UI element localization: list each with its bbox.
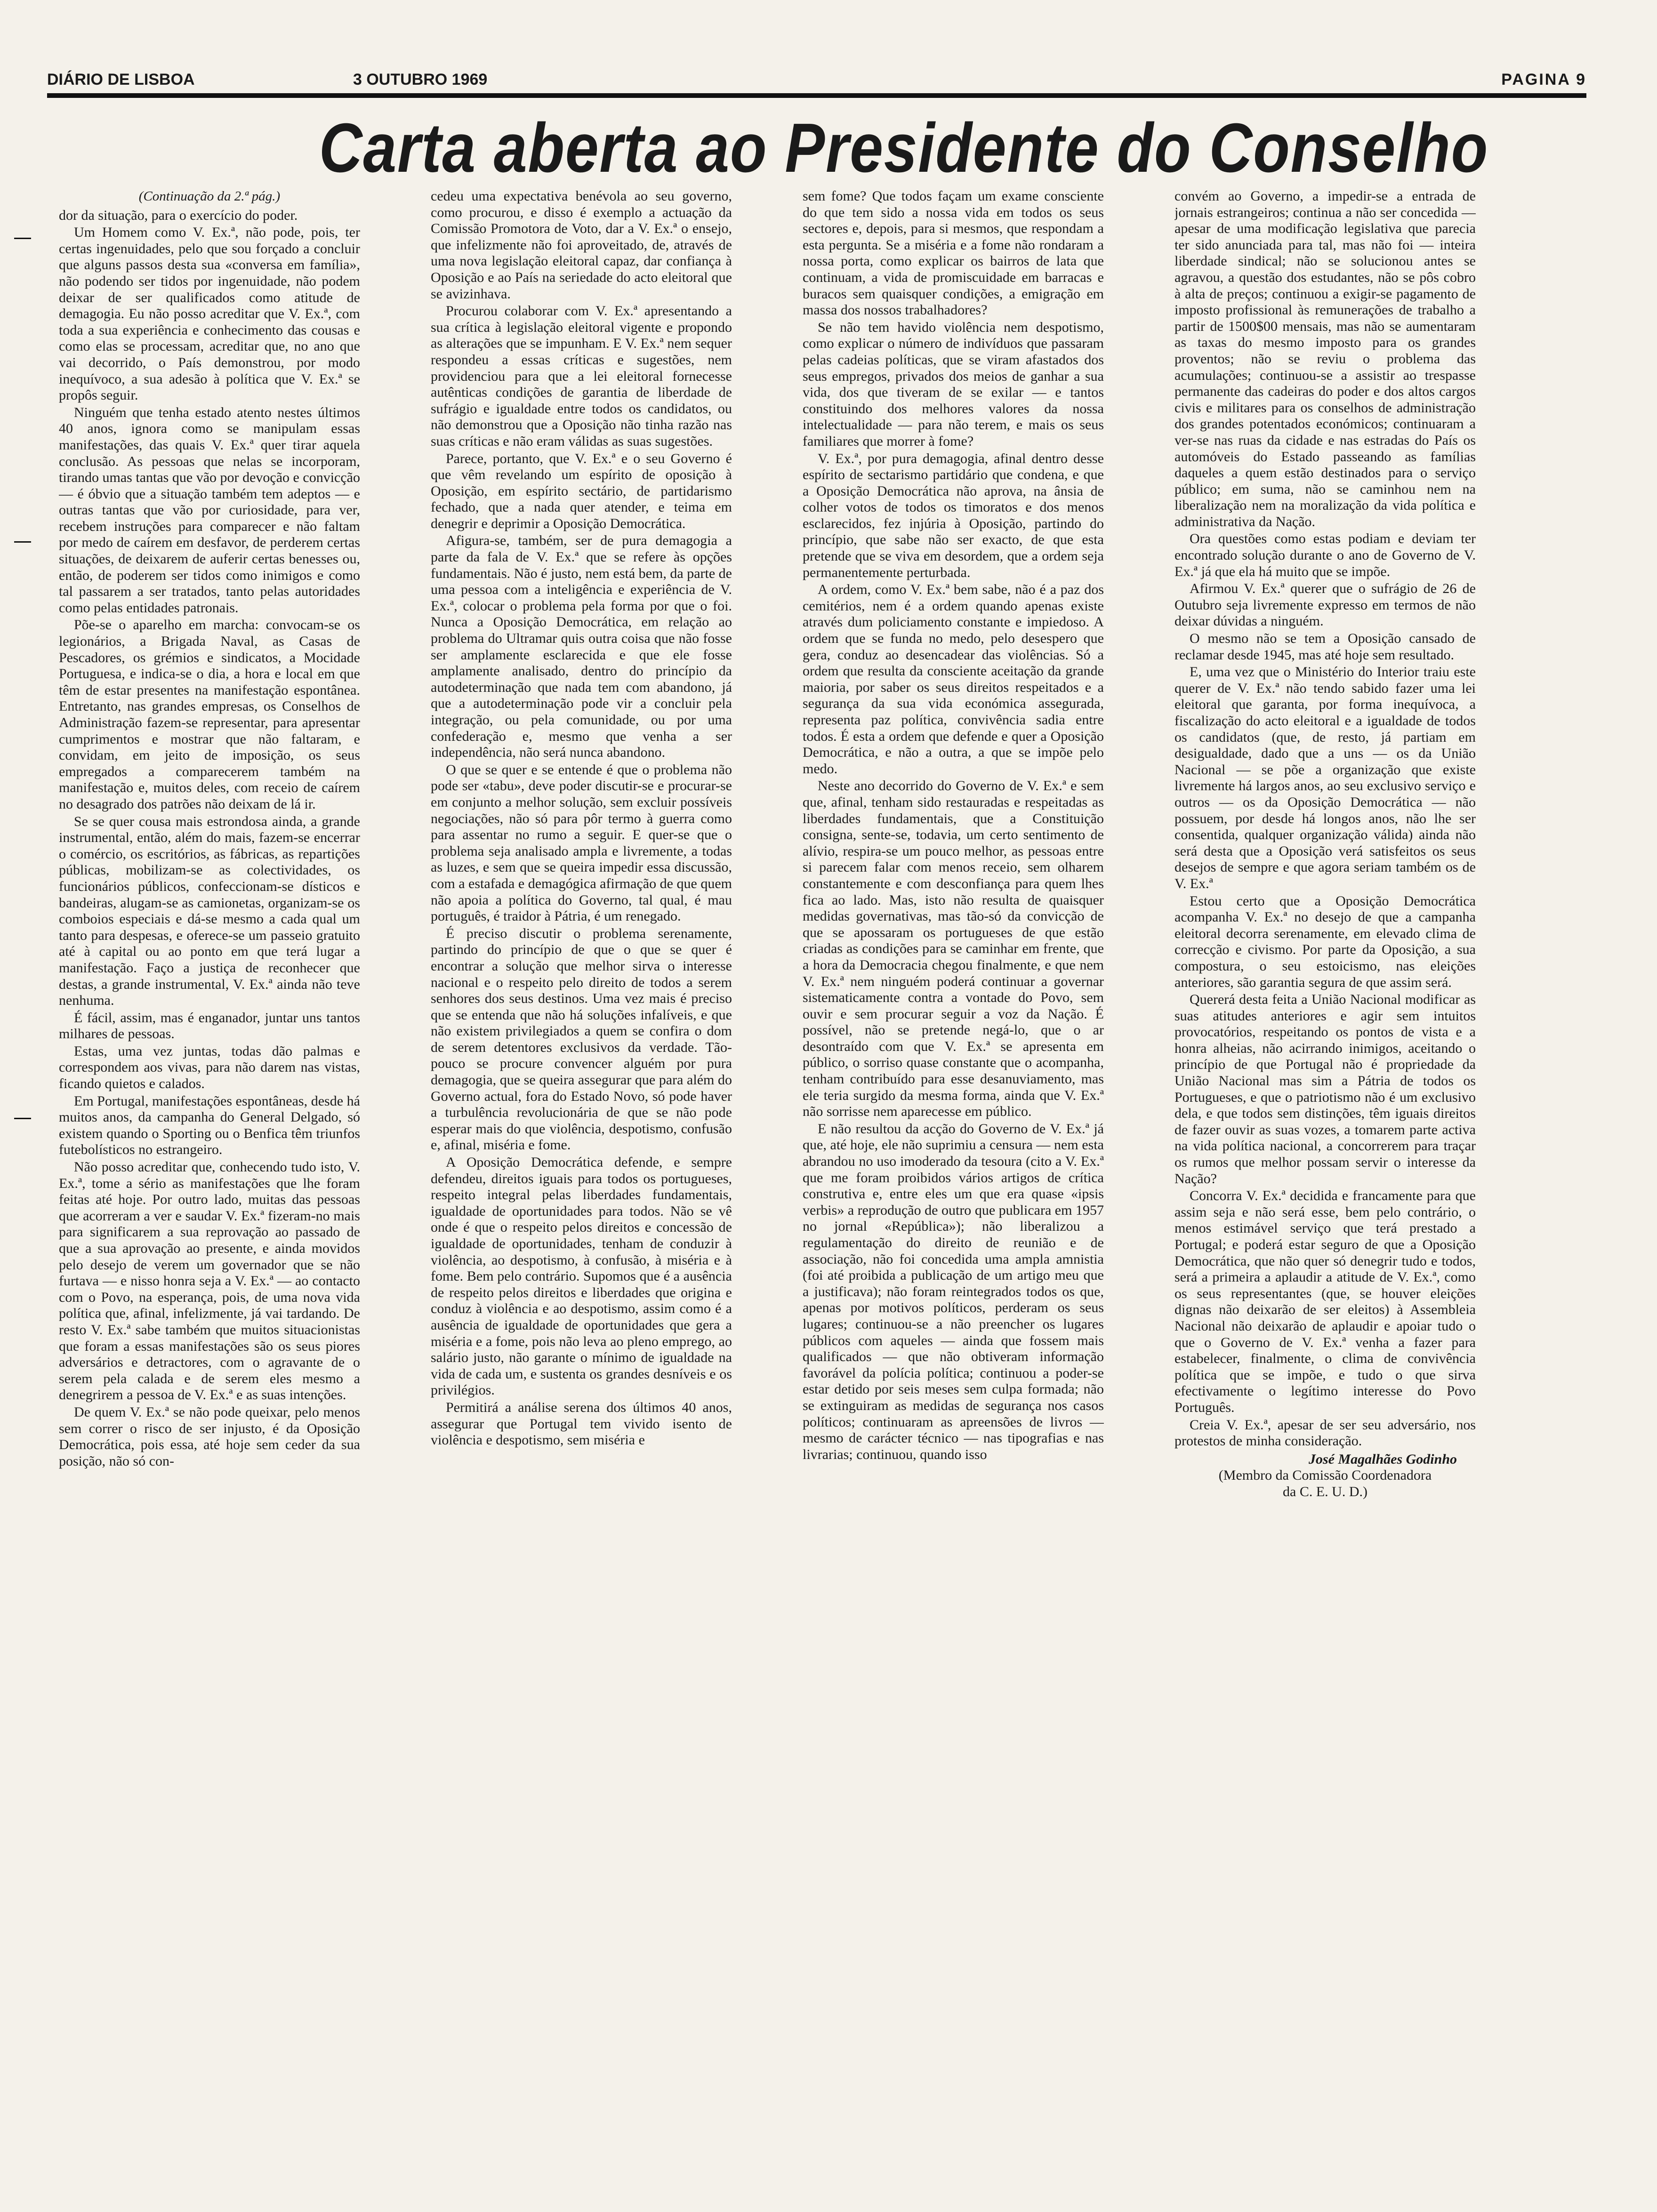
paragraph: Em Portugal, manifestações espontâneas, desde há muitos anos, da campanha do General Delgado, só existem quando o Sporting ou o Benfica têm triunfos futebolísticos no estrangeiro. <box>59 1093 360 1158</box>
paragraph: Permitirá a análise serena dos últimos 40 anos, assegurar que Portugal tem vivido isento de violência e despotismo, sem miséria e <box>431 1399 732 1448</box>
author-role-line-1: (Membro da Comissão Coordenadora <box>1218 1467 1432 1483</box>
paragraph: E, uma vez que o Ministério do Interior traiu este querer de V. Ex.ª não tendo sabido fazer uma lei eleitoral que garanta, por forma inequívoca, a fiscalização do acto eleitoral e a igualdade de todos os candidatos (que, de resto, já partiam em desigualdade, dado que a uns — os da União Nacional — se põe a organização que existe livremente há largos anos, ao seu exclusivo serviço e outros — os da Oposição Democrática — não possuem, por desde há longos anos, não lhe ser consentida, qualquer organização válida) ainda não será desta que a Oposição verá satisfeitos os seus desejos de sempre e que agora seriam também os de V. Ex.ª <box>1174 664 1476 891</box>
paragraph: Afigura-se, também, ser de pura demagogia a parte da fala de V. Ex.ª que se refere às opções fundamentais. Não é justo, nem está bem, da parte de uma pessoa com a inteligência e experiência de V. Ex.ª, colocar o problema pela forma por que o foi. Nunca a Oposição Democrática, em relação ao problema do Ultramar quis outra coisa que não fosse ser amplamente esclarecida e que ele fosse amplamente analisado, dentro do princípio da autodeterminação que nada tem com abandono, já que a autodeterminação pode vir a concluir pela integração, ou pela comunidade, ou por uma confederação e, mesmo que venha a ser independência, não será nunca abandono. <box>431 533 732 761</box>
author-signature: José Magalhães Godinho <box>1308 1451 1457 1467</box>
paragraph: V. Ex.ª, por pura demagogia, afinal dentro desse espírito de sectarismo partidário que condena, e que a Oposição Democrática não aprova, na ânsia de colher votos de todos os timoratos e dos menos esclarecidos, fez injúria à Oposição, partindo do princípio, que sabe não ser exacto, de que esta pretende que se viva em desordem, que a ordem seja permanentemente perturbada. <box>803 450 1104 580</box>
margin-mark <box>14 541 31 543</box>
paragraph: Neste ano decorrido do Governo de V. Ex.ª e sem que, afinal, tenham sido restauradas e respeitadas as liberdades fundamentais, que a Constituição consigna, sente-se, todavia, um certo sentimento de alívio, respira-se um pouco melhor, as pessoas entre si parecem falar com menos receio, sem olharem constantemente e com desconfiança para quem lhes fica ao lado. Mas, isto não resulta de quaisquer medidas governativas, mas tão-só da convicção de que se apossaram os portugueses de que estão criadas as condições para se caminhar em frente, que a hora da Democracia chegou finalmente, e que nem V. Ex.ª nem ninguém poderá continuar a governar sistematicamente contra a vontade do Povo, sem ouvir e sem procurar seguir a voz da Nação. É possível, não se pretende negá-lo, que o ar desontraído com que V. Ex.ª se apresenta em público, o sorriso quase constante que o acompanha, tenham contribuído para esse desanuviamento, mas ele teria surgido da mesma forma, ainda que V. Ex.ª não sorrisse nem aparecesse em público. <box>803 778 1104 1120</box>
continuation-note: (Continuação da 2.ª pág.) <box>138 189 281 204</box>
paragraph: Se não tem havido violência nem despotismo, como explicar o número de indivíduos que passaram pelas cadeias políticas, que se viram afastados dos seus empregos, privados dos meios de ganhar a sua vida, dos que tiveram de se exilar — e tantos constituindo dos melhores valores da nossa intelectualidade — para não terem, e mais os seus familiares que morrer à fome? <box>803 319 1104 449</box>
article-column-4 <box>1174 188 1476 2165</box>
article-headline: Carta aberta ao Presidente do Conselho <box>319 109 1489 187</box>
paragraph: Procurou colaborar com V. Ex.ª apresentando a sua crítica à legislação eleitoral vigente e propondo as alterações que se impunham. E V. Ex.ª nem sequer respondeu a essas críticas e sugestões, nem providenciou para que a lei eleitoral fornecesse autênticas condições de garantia de liberdade de sufrágio e igualdade entre todos os candidatos, ou não demonstrou que a Oposição não tinha razão nas suas críticas e não eram válidas as suas sugestões. <box>431 303 732 449</box>
paragraph: cedeu uma expectativa benévola ao seu governo, como procurou, e disso é exemplo a actuação da Comissão Promotora de Voto, dar a V. Ex.ª o ensejo, que infelizmente não foi aproveitado, de, através de uma nova legislação eleitoral capaz, dar confiança à Oposição e ao País na seriedade do acto eleitoral que se avizinhava. <box>431 188 732 302</box>
paragraph: A Oposição Democrática defende, e sempre defendeu, direitos iguais para todos os portugueses, respeito integral pelas liberdades fundamentais, igualdade de oportunidades para todos. Não se vê onde é que o respeito pelos direitos e concessão de igualdade de oportunidades, tenham de conduzir à violência, ao despotismo, à confusão, à miséria e à fome. Bem pelo contrário. Supomos que é a ausência de respeito pelos direitos e liberdades que origina e conduz à violência e ao despotismo, assim como é a ausência de igualdade de oportunidades que gera a miséria e a fome, pois não leva ao pleno emprego, ao salário justo, não garante o mínimo de igualdade na vida de cada um, e sustenta os grandes desníveis e os privilégios. <box>431 1154 732 1398</box>
issue-date: 3 OUTUBRO 1969 <box>353 71 488 88</box>
paragraph: Um Homem como V. Ex.ª, não pode, pois, ter certas ingenuidades, pelo que sou forçado a concluir que alguns passos desta sua «conversa em família», não podendo ser tidos por ingenuidade, não podem deixar de ser qualificados como atitude de demagogia. Eu não posso acreditar que V. Ex.ª, com toda a sua experiência e conhecimento das cousas e como elas se processam, acreditar que, no ano que vai decorrido, o País demonstrou, por modo inequívoco, a sua adesão à política que V. Ex.ª se propôs seguir. <box>59 224 360 403</box>
paragraph: Parece, portanto, que V. Ex.ª e o seu Governo é que vêm revelando um espírito de oposição à Oposição, em espírito sectário, de partidarismo fechado, que a nada quer atender, e teima em denegrir e deprimir a Oposição Democrática. <box>431 450 732 531</box>
paragraph: Ora questões como estas podiam e deviam ter encontrado solução durante o ano de Governo de V. Ex.ª já que ela há muito que se impõe. <box>1174 531 1476 579</box>
paragraph: E não resultou da acção do Governo de V. Ex.ª já que, até hoje, ele não suprimiu a censura — nem esta abrandou no uso imoderado da tesoura (cito a V. Ex.ª que me foram proibidos vários artigos de crítica construtiva e, entre eles um que era quase «ipsis verbis» a reprodução de outro que publicara em 1957 no jornal «República»); não liberalizou a regulamentação do direito de reunião e de associação, não foi concedida uma ampla amnistia (foi até proibida a publicação de um artigo meu que a justificava); não foram reintegrados todos os que, apenas por motivos políticos, perderam os seus lugares; continuou-se a não preencher os lugares públicos com aqueles — ainda que fossem mais qualificados — que não obtiveram informação favorável da polícia política; continuou a poder-se estar detido por seis meses sem culpa formada; não se extinguiram as medidas de segurança nos casos políticos; continuaram as apreensões de livros — mesmo de carácter técnico — nas tipografias e nas livrarias; continuou, quando isso <box>803 1121 1104 1462</box>
margin-mark <box>14 1118 31 1119</box>
article-column-3 <box>803 188 1104 2165</box>
paragraph: A ordem, como V. Ex.ª bem sabe, não é a paz dos cemitérios, nem é a ordem quando apenas existe através dum policiamento constante e impiedoso. A ordem que se funda no medo, pelo desespero que gera, conduz ao desencadear das violências. Só a ordem que resulta da consciente aceitação da grande maioria, por saber os seus direitos respeitados e a segurança da sua vida económica assegurada, representa paz política, convivência sadia entre todos. É esta a ordem que defende e quer a Oposição Democrática, e não a outra, a que se impõe pelo medo. <box>803 582 1104 777</box>
page-number: PAGINA 9 <box>1501 71 1586 88</box>
newspaper-name: DIÁRIO DE LISBOA <box>47 71 195 88</box>
paragraph: Se se quer cousa mais estrondosa ainda, a grande instrumental, então, além do mais, fazem-se encerrar o comércio, os escritórios, as fábricas, as repartições públicas, mobilizam-se as colectividades, os funcionários públicos, confeccionam-se dísticos e bandeiras, alugam-se as camionetas, organizam-se os comboios especiais e dá-se mesmo a cada qual um tanto para despesas, e oferece-se um passeio gratuito até à capital ou ao ponto em que terá lugar a manifestação. Faço a justiça de reconhecer que destas, a grande instrumental, V. Ex.ª ainda não teve nenhuma. <box>59 813 360 1009</box>
article-column-1 <box>59 188 360 2165</box>
paragraph: Concorra V. Ex.ª decidida e francamente para que assim seja e não será esse, bem pelo contrário, o menos estimável serviço que terá prestado a Portugal; e poderá estar seguro de que a Oposição Democrática, que não quer só denegrir tudo e todos, será a primeira a aplaudir a atitude de V. Ex.ª, como os seus representantes (que, se houver eleições dignas não deixarão de ser eleitos) à Assembleia Nacional não deixarão de aplaudir e apoiar tudo o que o Governo de V. Ex.ª venha a fazer para estabelecer, finalmente, o clima de convivência política que se impõe, e tudo o que sirva efectivamente o legítimo interesse do Povo Português. <box>1174 1188 1476 1415</box>
paragraph: O que se quer e se entende é que o problema não pode ser «tabu», deve poder discutir-se e procurar-se em conjunto a melhor solução, sem excluir possíveis negociações, não só para pôr termo à guerra como para assentar no rumo a seguir. E quer-se que o problema seja analisado ampla e livremente, a todas as luzes, e sem que se queira impedir essa discussão, com a estafada e demagógica afirmação de que quem não apoia a política do Governo, tal qual, é mau português, é traidor à Pátria, é um renegado. <box>431 761 732 924</box>
paragraph: O mesmo não se tem a Oposição cansado de reclamar desde 1945, mas até hoje sem resultado. <box>1174 631 1476 663</box>
paragraph: É fácil, assim, mas é enganador, juntar uns tantos milhares de pessoas. <box>59 1010 360 1042</box>
paragraph: convém ao Governo, a impedir-se a entrada de jornais estrangeiros; continua a não ser concedida — apesar de uma modificação legislativa que parecia ter sido anunciada para tal, mas não foi — inteira liberdade sindical; não se solucionou antes se agravou, a questão dos estudantes, não se pôs cobro à alta de preços; continuou a exigir-se pagamento de imposto profissional às remunerações de trabalho a partir de 1500$00 mensais, mas não se aumentaram as taxas do mesmo imposto para os grandes proventos; não se reviu o problema das acumulações; continuou-se a assistir ao trespasse permanente das cadeiras do poder e dos altos cargos civis e militares para os conselhos de administração dos grandes potentados económicos; continuaram a ver-se nas ruas da cidade e nas estradas do País os automóveis do Estado passeando as famílias daqueles a quem estão destinados para o serviço público; em suma, não se caminhou nem na liberalização nem na moralização da vida política e administrativa da Nação. <box>1174 188 1476 529</box>
paragraph: dor da situação, para o exercício do poder. <box>59 207 298 223</box>
paragraph: Ninguém que tenha estado atento nestes últimos 40 anos, ignora como se manipulam essas manifestações, das quais V. Ex.ª quer tirar aquela conclusão. As pessoas que nelas se incorporam, tirando umas tantas que vão por devoção e convicção — é óbvio que a situação também tem adeptos — e outras tantas que vão por curiosidade, para ver, recebem instruções para comparecer e não faltam por medo de caírem em desfavor, de perderem certas situações, de deixarem de auferir certas benesses ou, então, de poderem ser tidos como inimigos e como tal passarem a ser tratados, tanto pelas autoridades como pelas entidades patronais. <box>59 404 360 616</box>
author-role-line-2: da C. E. U. D.) <box>1283 1483 1367 1499</box>
paragraph: Afirmou V. Ex.ª querer que o sufrágio de 26 de Outubro seja livremente expresso em termos de não deixar dúvidas a ninguém. <box>1174 581 1476 629</box>
margin-mark <box>14 238 31 239</box>
paragraph: Creia V. Ex.ª, apesar de ser seu adversário, nos protestos de minha consideração. <box>1174 1417 1476 1449</box>
paragraph: De quem V. Ex.ª se não pode queixar, pelo menos sem correr o risco de ser injusto, é da Oposição Democrática, pois essa, até hoje sem ceder da sua posição, não só con- <box>59 1404 360 1469</box>
paragraph: Põe-se o aparelho em marcha: convocam-se os legionários, a Brigada Naval, as Casas de Pescadores, os grémios e sindicatos, a Mocidade Portuguesa, e indica-se o dia, a hora e local em que têm de estar presentes na manifestação espontânea. Entretanto, nas grandes empresas, os Conselhos de Administração fazem-se representar, para apresentar cumprimentos e mostrar que não faltaram, e convidam, em jeito de imposição, os seus empregados a comparecerem também na manifestação e, muitos deles, com receio de caírem no desagrado dos patrões não deixam de lá ir. <box>59 617 360 812</box>
paragraph: Quererá desta feita a União Nacional modificar as suas atitudes anteriores e agir sem intuitos provocatórios, respeitando os pontos de vista e a honra alheias, não acirrando inimigos, aceitando o princípio de que Portugal não é propriedade da União Nacional mas sim a Pátria de todos os Portugueses, e que o patriotismo não é um exclusivo dela, e que todos sem distinções, têm iguais direitos de fazer ouvir as suas vozes, a tomarem parte activa na vida política nacional, a concorrerem para traçar os rumos que melhor possam servir o interesse da Nação? <box>1174 992 1476 1186</box>
paragraph: sem fome? Que todos façam um exame consciente do que tem sido a nossa vida em todos os seus sectores e, depois, para si mesmos, que respondam a esta pergunta. Se a miséria e a fome não rondaram a nossa porta, como explicar os bairros de lata que continuam, a vida de promiscuidade em barracas e buracos sem quaisquer condições, a emigração em massa dos nossos trabalhadores? <box>803 188 1104 318</box>
header-rule <box>47 93 1586 98</box>
paragraph: É preciso discutir o problema serenamente, partindo do princípio de que o que se quer é encontrar a solução que melhor sirva o interesse nacional e o respeito pelo direito de todos a serem senhores dos seus destinos. Uma vez mais é preciso que se entenda que não há soluções infalíveis, e que não existem privilegiados a quem se confira o dom de serem detentores exclusivos da verdade. Tão-pouco se procure convencer alguém por pura demagogia, que se queira assegurar que para além do Governo actual, fora do Estado Novo, só pode haver a turbulência revolucionária de que se não pode esperar mais do que violência, despotismo, confusão e, afinal, miséria e fome. <box>431 925 732 1153</box>
paragraph: Não posso acreditar que, conhecendo tudo isto, V. Ex.ª, tome a sério as manifestações que lhe foram feitas até hoje. Por outro lado, muitas das pessoas que acorreram a ver e saudar V. Ex.ª fizeram-no mais para significarem a sua reprovação ao passado de que a sua aprovação ao presente, e ainda movidos pelo desejo de verem um governador que se não furtava — e nisso honra seja a V. Ex.ª — ao contacto com o Povo, na esperança, pois, de uma nova vida política que, afinal, infelizmente, já vai tardando. De resto V. Ex.ª sabe também que muitos situacionistas que foram a essas manifestações são os seus piores adversários e detractores, com o agravante de o serem pela calada e de serem eles mesmo a denegrirem a pessoa de V. Ex.ª e as suas intenções. <box>59 1159 360 1403</box>
paragraph: Estou certo que a Oposição Democrática acompanha V. Ex.ª no desejo de que a campanha eleitoral decorra serenamente, em elevado clima de correcção e civismo. Por parte da Oposição, a sua compostura, o seu estoicismo, nas eleições anteriores, são garantia segura de que assim será. <box>1174 893 1476 990</box>
article-column-2 <box>431 188 732 2165</box>
paragraph: Estas, uma vez juntas, todas dão palmas e correspondem aos vivas, para não darem nas vistas, ficando quietos e calados. <box>59 1043 360 1092</box>
